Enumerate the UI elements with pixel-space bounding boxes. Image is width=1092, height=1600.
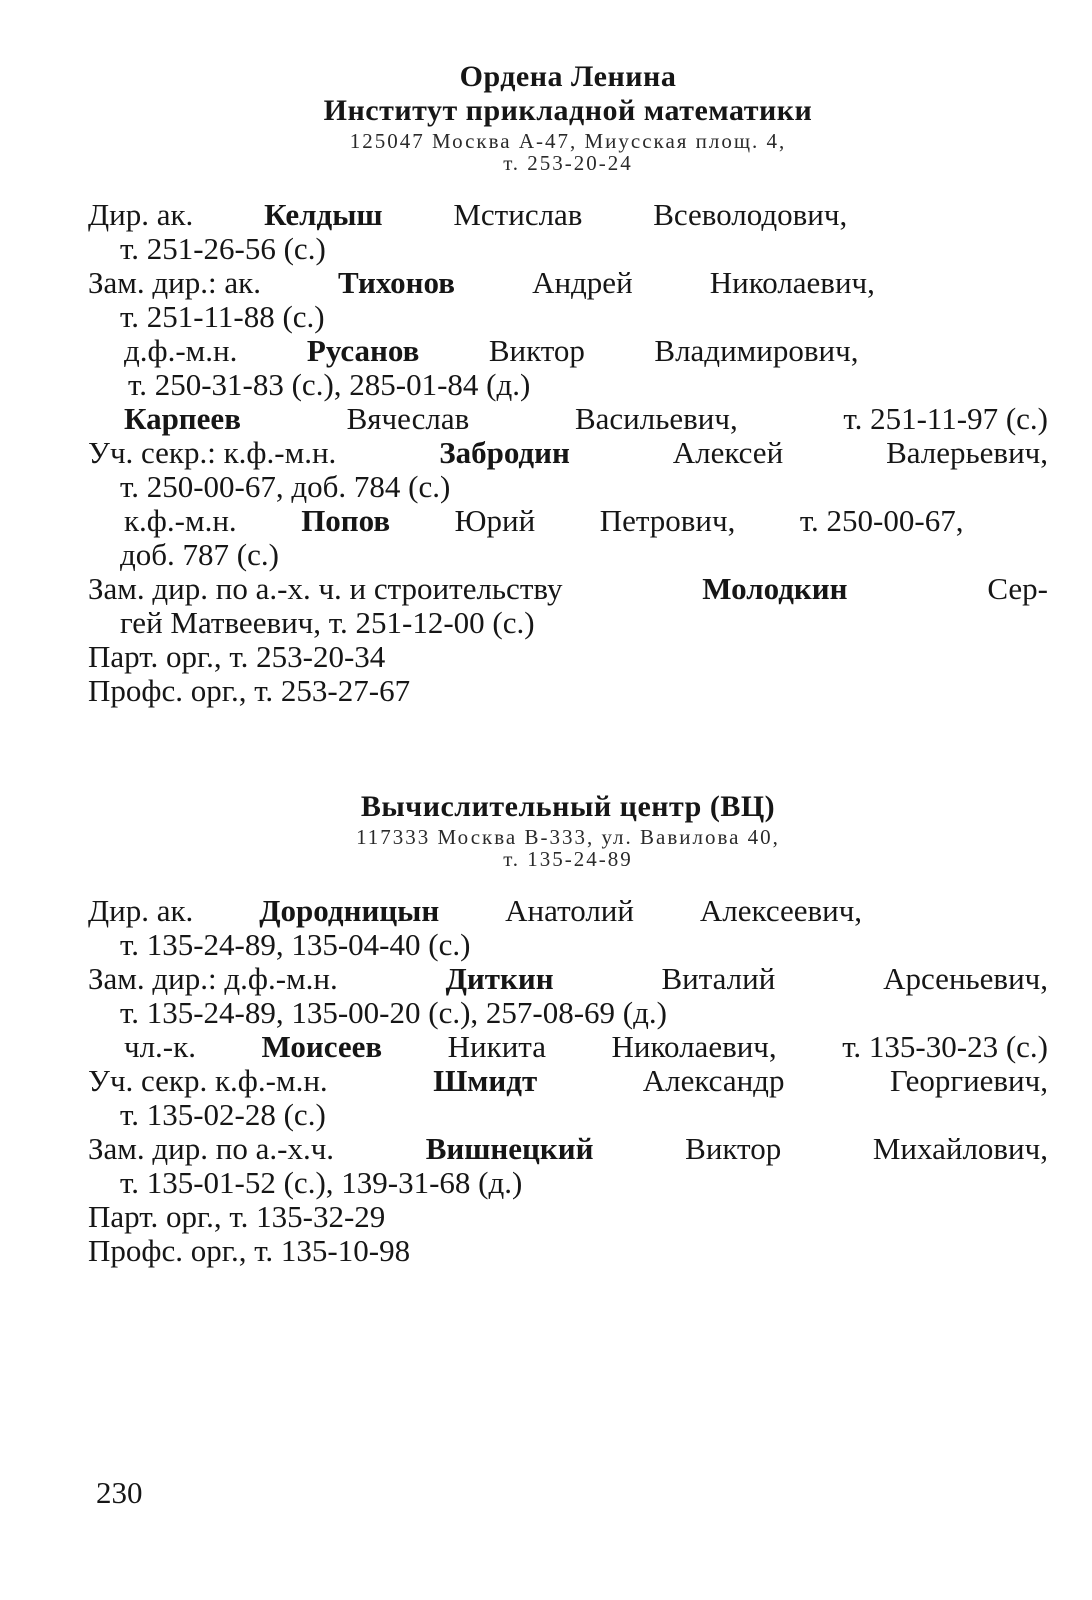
entry-phone: т. 135-24-89, 135-04-40 (с.) [120,927,471,962]
address-line1: 125047 Москва А-47, Миусская площ. 4, [349,129,787,153]
entry-phone: т. 135-30-23 (с.) [842,1029,1048,1064]
entry-surname: Шмидт [433,1063,538,1098]
section-title-line2: Институт прикладной математики [323,94,813,127]
entry-director [88,894,1048,962]
entry-phone: т. 251-11-97 (с.) [843,401,1048,436]
entry-secretary-shmidt [88,1064,1048,1132]
entry-deputy-ditkin [88,962,1048,1030]
entry-patronymic: Владимирович, [654,333,859,368]
entry-union-org: Профс. орг., т. 253-27-67 [88,673,411,708]
entry-surname: Келдыш [264,197,383,232]
entry-party-org: Парт. орг., т. 253-20-34 [88,639,386,674]
page-number: 230 [96,1475,143,1510]
entry-deputy-rusanov [88,334,1048,402]
entry-first-name: Виктор [488,333,585,368]
section-institute-applied-math [88,60,1048,708]
entry-patronymic: Михайлович, [872,1131,1048,1166]
entry-prefix: Зам. дир.: ак. [88,265,261,300]
entry-first-name: Мстислав [453,197,583,232]
entry-surname: Карпеев [124,401,241,436]
entry-patronymic: Васильевич, [574,401,738,436]
entry-surname: Дородницын [259,893,440,928]
entry-party-org: Парт. орг., т. 135-32-29 [88,1199,386,1234]
entry-deputy-moiseev [88,1030,1048,1064]
entry-prefix: Уч. секр.: к.ф.-м.н. [88,435,337,470]
entry-first-name: Александр [642,1063,785,1098]
entry-first-name: Вячеслав [346,401,470,436]
entry-extension: доб. 787 (с.) [120,537,279,572]
entry-deputy-vishnetsky [88,1132,1048,1200]
entry-surname: Забродин [439,435,570,470]
entry-surname: Молодкин [702,571,848,606]
entry-first-name-part: Сер- [987,571,1048,606]
entry-prefix: Зам. дир. по а.-х. ч. и строительству [88,571,563,606]
entry-prefix: к.ф.-м.н. [124,503,237,538]
entry-first-name: Никита [447,1029,546,1064]
entry-phone: т. 250-31-83 (с.), 285-01-84 (д.) [128,367,531,402]
entry-deputy-tikhonov [88,266,1048,334]
entry-phone: т. 250-00-67, доб. 784 (с.) [120,469,451,504]
entry-prefix: Зам. дир. по а.-х.ч. [88,1131,335,1166]
entry-first-name: Анатолий [505,893,634,928]
entry-first-name: Алексей [672,435,784,470]
address-line1: 117333 Москва В-333, ул. Вавилова 40, [356,825,780,849]
entry-first-name: Юрий [454,503,536,538]
section-address [88,826,1048,870]
address-line2: т. 253-20-24 [503,151,633,175]
entry-secretary-popov [88,504,1048,572]
entry-deputy-molodkin [88,572,1048,640]
entry-prefix: Уч. секр. к.ф.-м.н. [88,1063,328,1098]
entry-surname: Тихонов [338,265,455,300]
entry-prefix: чл.-к. [124,1029,196,1064]
entry-patronymic: Арсеньевич, [883,961,1048,996]
entry-first-name: Андрей [532,265,633,300]
entry-first-name: Виктор [685,1131,782,1166]
entry-deputy-karpeev [88,402,1048,436]
entry-prefix: Дир. ак. [88,893,194,928]
entry-phone: т. 135-02-28 (с.) [120,1097,326,1132]
entry-director [88,198,1048,266]
entry-phone: т. 250-00-67, [799,503,964,538]
entry-surname: Вишнецкий [425,1131,594,1166]
entry-surname: Моисеев [261,1029,383,1064]
entry-patronymic: Николаевич, [611,1029,777,1064]
address-line2: т. 135-24-89 [503,847,633,871]
section-computing-center [88,790,1048,1268]
entry-prefix: д.ф.-м.н. [124,333,238,368]
entry-patronymic: Георгиевич, [890,1063,1048,1098]
section-title: Вычислительный центр (ВЦ) [360,790,776,823]
entry-patronymic: Всеволодович, [653,197,848,232]
entry-patronymic: Петрович, [599,503,736,538]
entry-first-name: Виталий [661,961,776,996]
entry-secretary-zabrodin [88,436,1048,504]
entry-patronymic: Алексеевич, [699,893,863,928]
entry-phone: т. 251-26-56 (с.) [120,231,326,266]
entry-phone: т. 251-11-88 (с.) [120,299,325,334]
entry-phone: т. 135-01-52 (с.), 139-31-68 (д.) [120,1165,523,1200]
section-address [88,130,1048,174]
entry-phone: т. 251-12-00 (с.) [328,605,535,640]
entry-prefix: Дир. ак. [88,197,194,232]
entry-union-org: Профс. орг., т. 135-10-98 [88,1233,411,1268]
entry-prefix: Зам. дир.: д.ф.-м.н. [88,961,338,996]
entry-surname: Попов [301,503,391,538]
entry-surname: Диткин [445,961,554,996]
entry-first-name-rest: гей [120,605,163,640]
entry-patronymic: Валерьевич, [886,435,1048,470]
entry-phone: т. 135-24-89, 135-00-20 (с.), 257-08-69 (д.) [120,995,667,1030]
entry-surname: Русанов [306,333,420,368]
section-title-line1: Ордена Ленина [459,60,677,93]
entry-patronymic: Николаевич, [709,265,875,300]
entry-patronymic: Матвеевич, [170,605,322,640]
